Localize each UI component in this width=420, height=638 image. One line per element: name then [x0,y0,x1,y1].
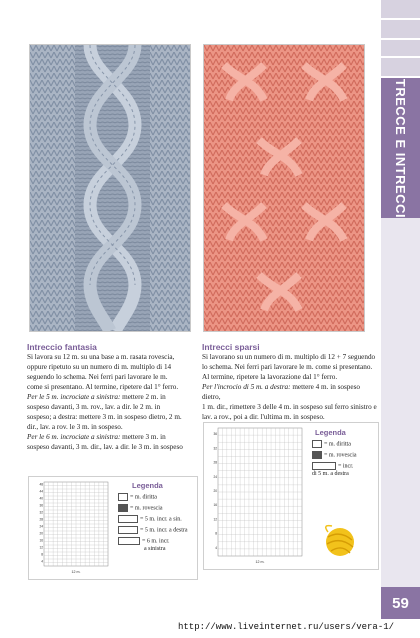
yarn-ball-icon [318,522,358,558]
chart-row-label: 20 [39,531,43,536]
left-desc-line: seguendo lo schema. Nei ferri pari lavorare le m. [27,373,168,381]
chart-row-label: 20 [213,489,217,493]
page-number: 59 [381,587,420,619]
chart-row-label: 28 [39,517,43,522]
photo-blue-cable-swatch [29,44,191,332]
legend-item-cont: a sinistra [144,546,166,552]
right-desc-line: lo schema. Nei ferri pari lavorare le m. come si presentano. [202,363,373,371]
chart-row-label: 12 [213,517,217,522]
right-legend-title: Legenda [315,428,346,437]
legend-item: = m. diritta [118,493,196,504]
right-desc-line: Si lavorano su un numero di m. multiplo di 12 + 7 seguendo [202,353,376,361]
left-pattern-title: Intreccio fantasia [27,342,97,352]
chart-row-label: 12 [39,545,43,550]
chart-row-label: 8 [215,531,217,536]
right-stitch-chart [206,426,306,566]
left-legend [118,493,196,555]
left-instr-line: Per le 5 m. incrociate a sinistra: mettere 2 m. in [27,393,166,401]
chart-row-label: 28 [213,460,217,465]
right-instr-line: Per l'incrocio di 5 m. a destra: mettere 4 m. in sospeso dietro, [202,383,360,401]
chart-row-label: 24 [39,524,43,529]
legend-item: = m. diritta [312,440,376,451]
chart-row-label: 4 [41,559,43,564]
purl-symbol-icon [118,504,128,512]
chart-row-label: 8 [41,552,43,557]
right-pattern-description [202,352,380,422]
left-instr-line: sospeso davanti, 3 m. rov., lav. a dir. le 2 m. in [27,403,161,411]
cable-symbol-icon [312,462,336,470]
cable-six-symbol-icon [118,537,140,545]
chart-row-label: 16 [39,538,43,543]
right-instr-line: lav. a rov., poi a dir. l'ultima m. in sospeso. [202,413,325,421]
left-stitch-chart [32,480,112,576]
legend-item-cont: di 5 m. a destra [312,471,349,477]
left-desc-line: Si lavora su 12 m. su una base a m. rasata rovescia, [27,353,175,361]
section-tab-label: TRECCE E INTRECCI [393,78,409,218]
left-instr-line: sospeso davanti, 3 m. dir., lav. a dir. le 3 m. in sospeso [27,443,183,451]
chart-width-label: 12 m. [71,570,81,574]
left-desc-line: come si presentano. Al termine, ripetere dal 1° ferro. [27,383,179,391]
legend-item: = incr. [312,462,376,471]
chart-width-label: 12 m. [255,560,265,564]
purl-symbol-icon [312,451,322,459]
right-pattern-title: Intrecci sparsi [202,342,260,352]
chart-row-label: 36 [213,432,217,437]
left-desc-line: oppure ripetuto su un numero di m. multiplo di 14 [27,363,172,371]
chart-row-label: 48 [39,482,43,487]
chart-row-label: 40 [39,496,43,501]
left-legend-title: Legenda [132,481,163,490]
legend-item: = m. rovescia [312,451,376,462]
chart-row-label: 32 [39,510,43,515]
right-legend [312,440,376,480]
chart-row-label: 16 [213,503,217,508]
photo-coral-cable-swatch [203,44,365,332]
chart-row-label: 24 [213,474,217,479]
left-pattern-description [27,352,202,452]
legend-item: = 6 m. incr. [118,537,196,546]
right-instr-line: 1 m. dir., rimettere 3 delle 4 m. in sospeso sul ferro sinistro e [202,403,377,411]
cable-left-symbol-icon [118,515,138,523]
chart-row-label: 44 [39,489,43,494]
left-instr-line: dir., lav. a rov. le 3 m. in sospeso. [27,423,123,431]
knit-symbol-icon [118,493,128,501]
tab-block-1 [381,0,420,20]
tab-block-4 [381,58,420,78]
legend-item: = m. rovescia [118,504,196,515]
chart-row-label: 36 [39,503,43,508]
legend-item: = 5 m. incr. a sin. [118,515,196,526]
knit-symbol-icon [312,440,322,448]
legend-item: = 5 m. incr. a destra [118,526,196,537]
right-desc-line: Al termine, ripetere la lavorazione dal 1° ferro. [202,373,338,381]
tab-block-2 [381,20,420,40]
tab-block-3 [381,40,420,58]
footer-url[interactable]: http://www.liveinternet.ru/users/vera-1/ [178,622,395,632]
left-instr-line: Per le 6 m. incrociate a sinistra: mettere 3 m. in [27,433,166,441]
cable-right-symbol-icon [118,526,138,534]
left-instr-line: sospeso; a destra: mettere 3 m. in sospeso dietro, 2 m. [27,413,182,421]
chart-row-label: 32 [213,446,217,451]
chart-row-label: 4 [215,545,217,550]
